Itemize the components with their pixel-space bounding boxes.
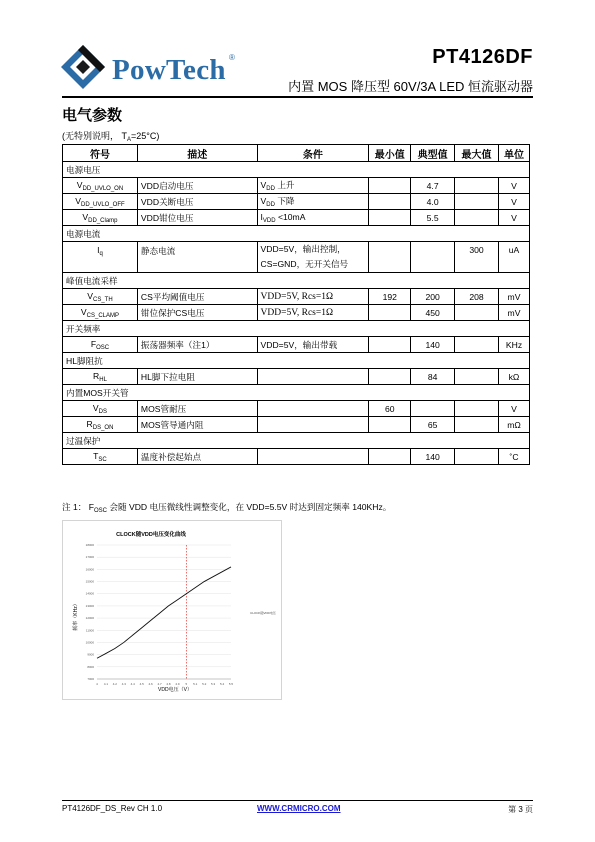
chart-title: CLOCK随VDD电压变化曲线 (116, 532, 186, 538)
y-tick-label: 16000 (85, 567, 94, 572)
x-tick-label: 5.1 (193, 682, 198, 686)
footer-website-link[interactable]: WWW.CRMICRO.COM (257, 804, 341, 813)
x-tick-label: 5.4 (219, 682, 225, 686)
condition-cell: $V_{DD}$ 下降 (257, 194, 369, 210)
description-cell: 温度补偿起始点 (137, 449, 257, 465)
series-line (97, 567, 231, 658)
min-cell: 60 (369, 401, 411, 417)
x-axis-label: VDD电压（V） (158, 687, 192, 693)
group-row: 过温保护 (63, 433, 530, 449)
legend-entry: CLOCK随VDD电压 (250, 611, 276, 615)
x-tick-label: 5.5 (228, 682, 234, 686)
group-row: 内置MOS开关管 (63, 385, 530, 401)
description-cell: MOS管耐压 (137, 401, 257, 417)
table-row (63, 369, 530, 385)
min-cell (369, 178, 411, 194)
table-row (63, 210, 530, 226)
footer-page-number: 第 3 页 (508, 805, 533, 814)
unit-cell: V (499, 210, 530, 226)
group-row: 峰值电流采样 (63, 273, 530, 289)
table-row (63, 289, 530, 305)
description-cell: 钳位保护CS电压 (137, 305, 257, 321)
min-cell: 192 (369, 289, 411, 305)
unit-cell: uA (499, 242, 530, 273)
table-row (63, 401, 530, 417)
symbol-cell: $V_{DD\_UVLO\_OFF}$ (63, 194, 138, 210)
x-tick-label: 4.9 (175, 682, 180, 686)
group-row: HL脚阻抗 (63, 353, 530, 369)
unit-cell: V (499, 401, 530, 417)
description-cell: CS平均阈值电压 (137, 289, 257, 305)
typ-cell: 4.7 (411, 178, 455, 194)
test-conditions: (无特别说明， $T_A=25^\circ C$) (62, 131, 160, 143)
typ-cell: 65 (411, 417, 455, 433)
y-tick-label: 12000 (85, 616, 94, 621)
x-tick-label: 4.5 (139, 682, 144, 686)
condition-cell (257, 369, 369, 385)
table-row (63, 305, 530, 321)
y-tick-label: 10000 (85, 640, 94, 645)
section-title: 电气参数 (62, 107, 123, 124)
min-cell (369, 417, 411, 433)
condition-cell: VDD=5V, Rcs=1Ω (257, 289, 369, 305)
max-cell (455, 210, 499, 226)
max-cell (455, 194, 499, 210)
group-row: 电源电压 (63, 162, 530, 178)
x-tick-label: 4.2 (112, 682, 117, 686)
group-row: 电源电流 (63, 226, 530, 242)
symbol-cell: $V_{CS\_TH}$ (63, 289, 138, 305)
unit-cell: V (499, 194, 530, 210)
typ-cell (411, 401, 455, 417)
y-tick-label: 8000 (87, 664, 94, 669)
group-row: 开关频率 (63, 321, 530, 337)
y-tick-label: 13000 (85, 603, 94, 608)
col-typ: 典型值 (411, 145, 455, 162)
symbol-cell: $R_{HL}$ (63, 369, 138, 385)
unit-cell: V (499, 178, 530, 194)
description-cell: MOS管导通内阻 (137, 417, 257, 433)
condition-cell: $I_{VDD} <10mA$ (257, 210, 369, 226)
col-max: 最大值 (455, 145, 499, 162)
col-description: 描述 (137, 145, 257, 162)
unit-cell: ˚C (499, 449, 530, 465)
min-cell (369, 194, 411, 210)
y-tick-label: 11000 (85, 628, 94, 633)
max-cell (455, 337, 499, 353)
table-header-row (63, 145, 530, 162)
x-axis-ticks (96, 682, 233, 686)
condition-cell: VDD=5V，输出控制， CS=GND，无开关信号 (257, 242, 369, 273)
document-subtitle: 内置 MOS 降压型 60V/3A LED 恒流驱动器 (288, 79, 533, 94)
typ-cell: 140 (411, 337, 455, 353)
chart-canvas (63, 521, 281, 699)
y-tick-label: 9000 (87, 652, 94, 657)
footer-divider (62, 800, 533, 801)
description-cell: 振荡器频率（注1） (137, 337, 257, 353)
description-cell: VDD钳位电压 (137, 210, 257, 226)
max-cell (455, 417, 499, 433)
x-tick-label: 5.3 (211, 682, 216, 686)
table-row (63, 194, 530, 210)
unit-cell: KHz (499, 337, 530, 353)
logo-text: PowTech (112, 54, 226, 86)
max-cell (455, 369, 499, 385)
condition-cell (257, 417, 369, 433)
chart-grid (97, 545, 231, 679)
typ-cell: 200 (411, 289, 455, 305)
symbol-cell: $F_{OSC}$ (63, 337, 138, 353)
typ-cell: 5.5 (411, 210, 455, 226)
max-cell: 208 (455, 289, 499, 305)
max-cell: 300 (455, 242, 499, 273)
condition-cell (257, 449, 369, 465)
clock-vs-vdd-chart (62, 520, 282, 700)
table-row (63, 449, 530, 465)
description-cell: HL脚下拉电阻 (137, 369, 257, 385)
table-row (63, 242, 530, 273)
unit-cell: kΩ (499, 369, 530, 385)
description-cell: 静态电流 (137, 242, 257, 273)
condition-cell: $V_{DD}$ 上升 (257, 178, 369, 194)
header-divider (62, 96, 533, 98)
y-tick-label: 18000 (85, 543, 94, 547)
min-cell (369, 305, 411, 321)
x-tick-label: 4.4 (130, 682, 135, 686)
min-cell (369, 449, 411, 465)
typ-cell: 450 (411, 305, 455, 321)
part-number: PT4126DF (432, 46, 533, 68)
x-tick-label: 4 (96, 682, 98, 686)
min-cell (369, 337, 411, 353)
electrical-parameters-table (62, 144, 530, 465)
symbol-cell: $R_{DS\_ON}$ (63, 417, 138, 433)
x-tick-label: 4.1 (103, 682, 109, 686)
condition-cell: VDD=5V, Rcs=1Ω (257, 305, 369, 321)
x-tick-label: 5 (185, 682, 188, 686)
footer-doc-id: PT4126DF_DS_Rev CH 1.0 (62, 804, 163, 813)
y-tick-label: 17000 (85, 555, 94, 560)
max-cell (455, 305, 499, 321)
footnote: 注 1： $F_{OSC}$ 会随 VDD 电压微线性调整变化，在 VDD=5.5V 时达到固定频率 140KHz。 (62, 502, 392, 514)
symbol-cell: $V_{CS\_CLAMP}$ (63, 305, 138, 321)
table-row (63, 178, 530, 194)
symbol-cell: $T_{SC}$ (63, 449, 138, 465)
y-axis-label: 频率（KHz） (73, 601, 79, 631)
max-cell (455, 401, 499, 417)
x-tick-label: 4.6 (148, 682, 153, 686)
symbol-cell: $V_{DD\_Clamp}$ (63, 210, 138, 226)
y-axis-ticks (86, 543, 95, 681)
min-cell (369, 242, 411, 273)
condition-cell (257, 401, 369, 417)
x-tick-label: 4.8 (166, 682, 171, 686)
condition-cell: VDD=5V，输出带载 (257, 337, 369, 353)
y-tick-label: 14000 (85, 591, 94, 596)
symbol-cell: $V_{DS}$ (63, 401, 138, 417)
table-row (63, 337, 530, 353)
symbol-cell: $V_{DD\_UVLO\_ON}$ (63, 178, 138, 194)
typ-cell (411, 242, 455, 273)
col-condition: 条件 (257, 145, 369, 162)
typ-cell: 84 (411, 369, 455, 385)
x-tick-label: 5.2 (202, 682, 207, 686)
table-row (63, 417, 530, 433)
y-tick-label: 7000 (87, 677, 94, 681)
y-tick-label: 15000 (85, 579, 94, 584)
col-unit: 单位 (499, 145, 530, 162)
col-symbol: 符号 (63, 145, 138, 162)
unit-cell: mV (499, 289, 530, 305)
typ-cell: 140 (411, 449, 455, 465)
col-min: 最小值 (369, 145, 411, 162)
logo-registered-mark: ® (229, 53, 235, 62)
symbol-cell: $I_q$ (63, 242, 138, 273)
x-tick-label: 4.3 (121, 682, 126, 686)
min-cell (369, 369, 411, 385)
max-cell (455, 449, 499, 465)
min-cell (369, 210, 411, 226)
description-cell: VDD启动电压 (137, 178, 257, 194)
description-cell: VDD关断电压 (137, 194, 257, 210)
typ-cell: 4.0 (411, 194, 455, 210)
unit-cell: mΩ (499, 417, 530, 433)
unit-cell: mV (499, 305, 530, 321)
max-cell (455, 178, 499, 194)
x-tick-label: 4.7 (157, 682, 162, 686)
